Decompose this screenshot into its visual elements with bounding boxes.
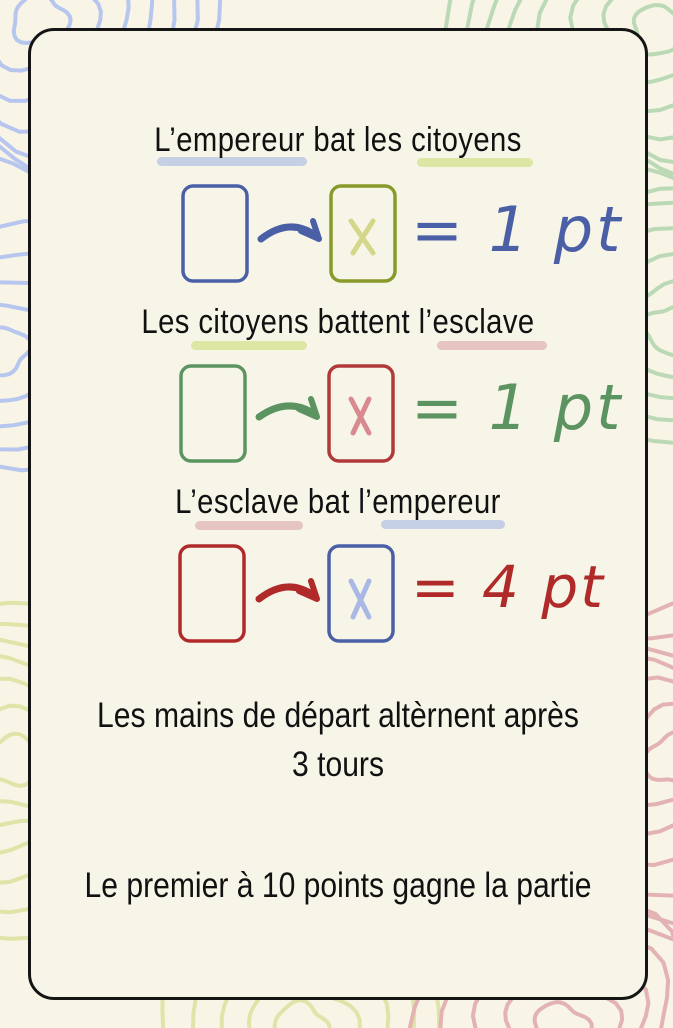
contour-line bbox=[273, 1000, 330, 1028]
hand-rotation-line-2: 3 tours bbox=[291, 745, 385, 784]
attacker-card bbox=[183, 186, 247, 281]
rules-card bbox=[28, 28, 648, 1000]
contour-line bbox=[645, 732, 673, 784]
attacker-card bbox=[181, 366, 245, 461]
rule-1-diagram bbox=[31, 179, 645, 289]
contour-line bbox=[535, 1002, 592, 1028]
highlight-esclave-2 bbox=[195, 521, 303, 530]
cross-icon bbox=[351, 399, 369, 433]
cross-icon bbox=[351, 221, 373, 253]
attacker-card bbox=[180, 546, 244, 641]
rule-2-diagram bbox=[31, 359, 645, 469]
rule-1-title: L’empereur bat les citoyens bbox=[154, 121, 522, 159]
rule-3-title: L’esclave bat l’empereur bbox=[175, 483, 501, 521]
score-value: = 1 pt bbox=[411, 371, 624, 444]
cross-icon bbox=[351, 581, 369, 617]
highlight-citoyens-2 bbox=[191, 341, 307, 350]
win-condition-text: Le premier à 10 points gagne la partie bbox=[84, 866, 592, 905]
rule-3-diagram bbox=[31, 539, 645, 649]
score-value: = 1 pt bbox=[411, 193, 624, 266]
contour-line bbox=[0, 327, 31, 375]
hand-rotation-line-1: Les mains de départ altèrnent après bbox=[97, 696, 579, 735]
rule-2-title: Les citoyens battent l’esclave bbox=[141, 303, 535, 341]
hand-rotation-text bbox=[74, 691, 602, 789]
score-value: = 4 pt bbox=[411, 553, 605, 621]
highlight-esclave bbox=[437, 341, 547, 350]
